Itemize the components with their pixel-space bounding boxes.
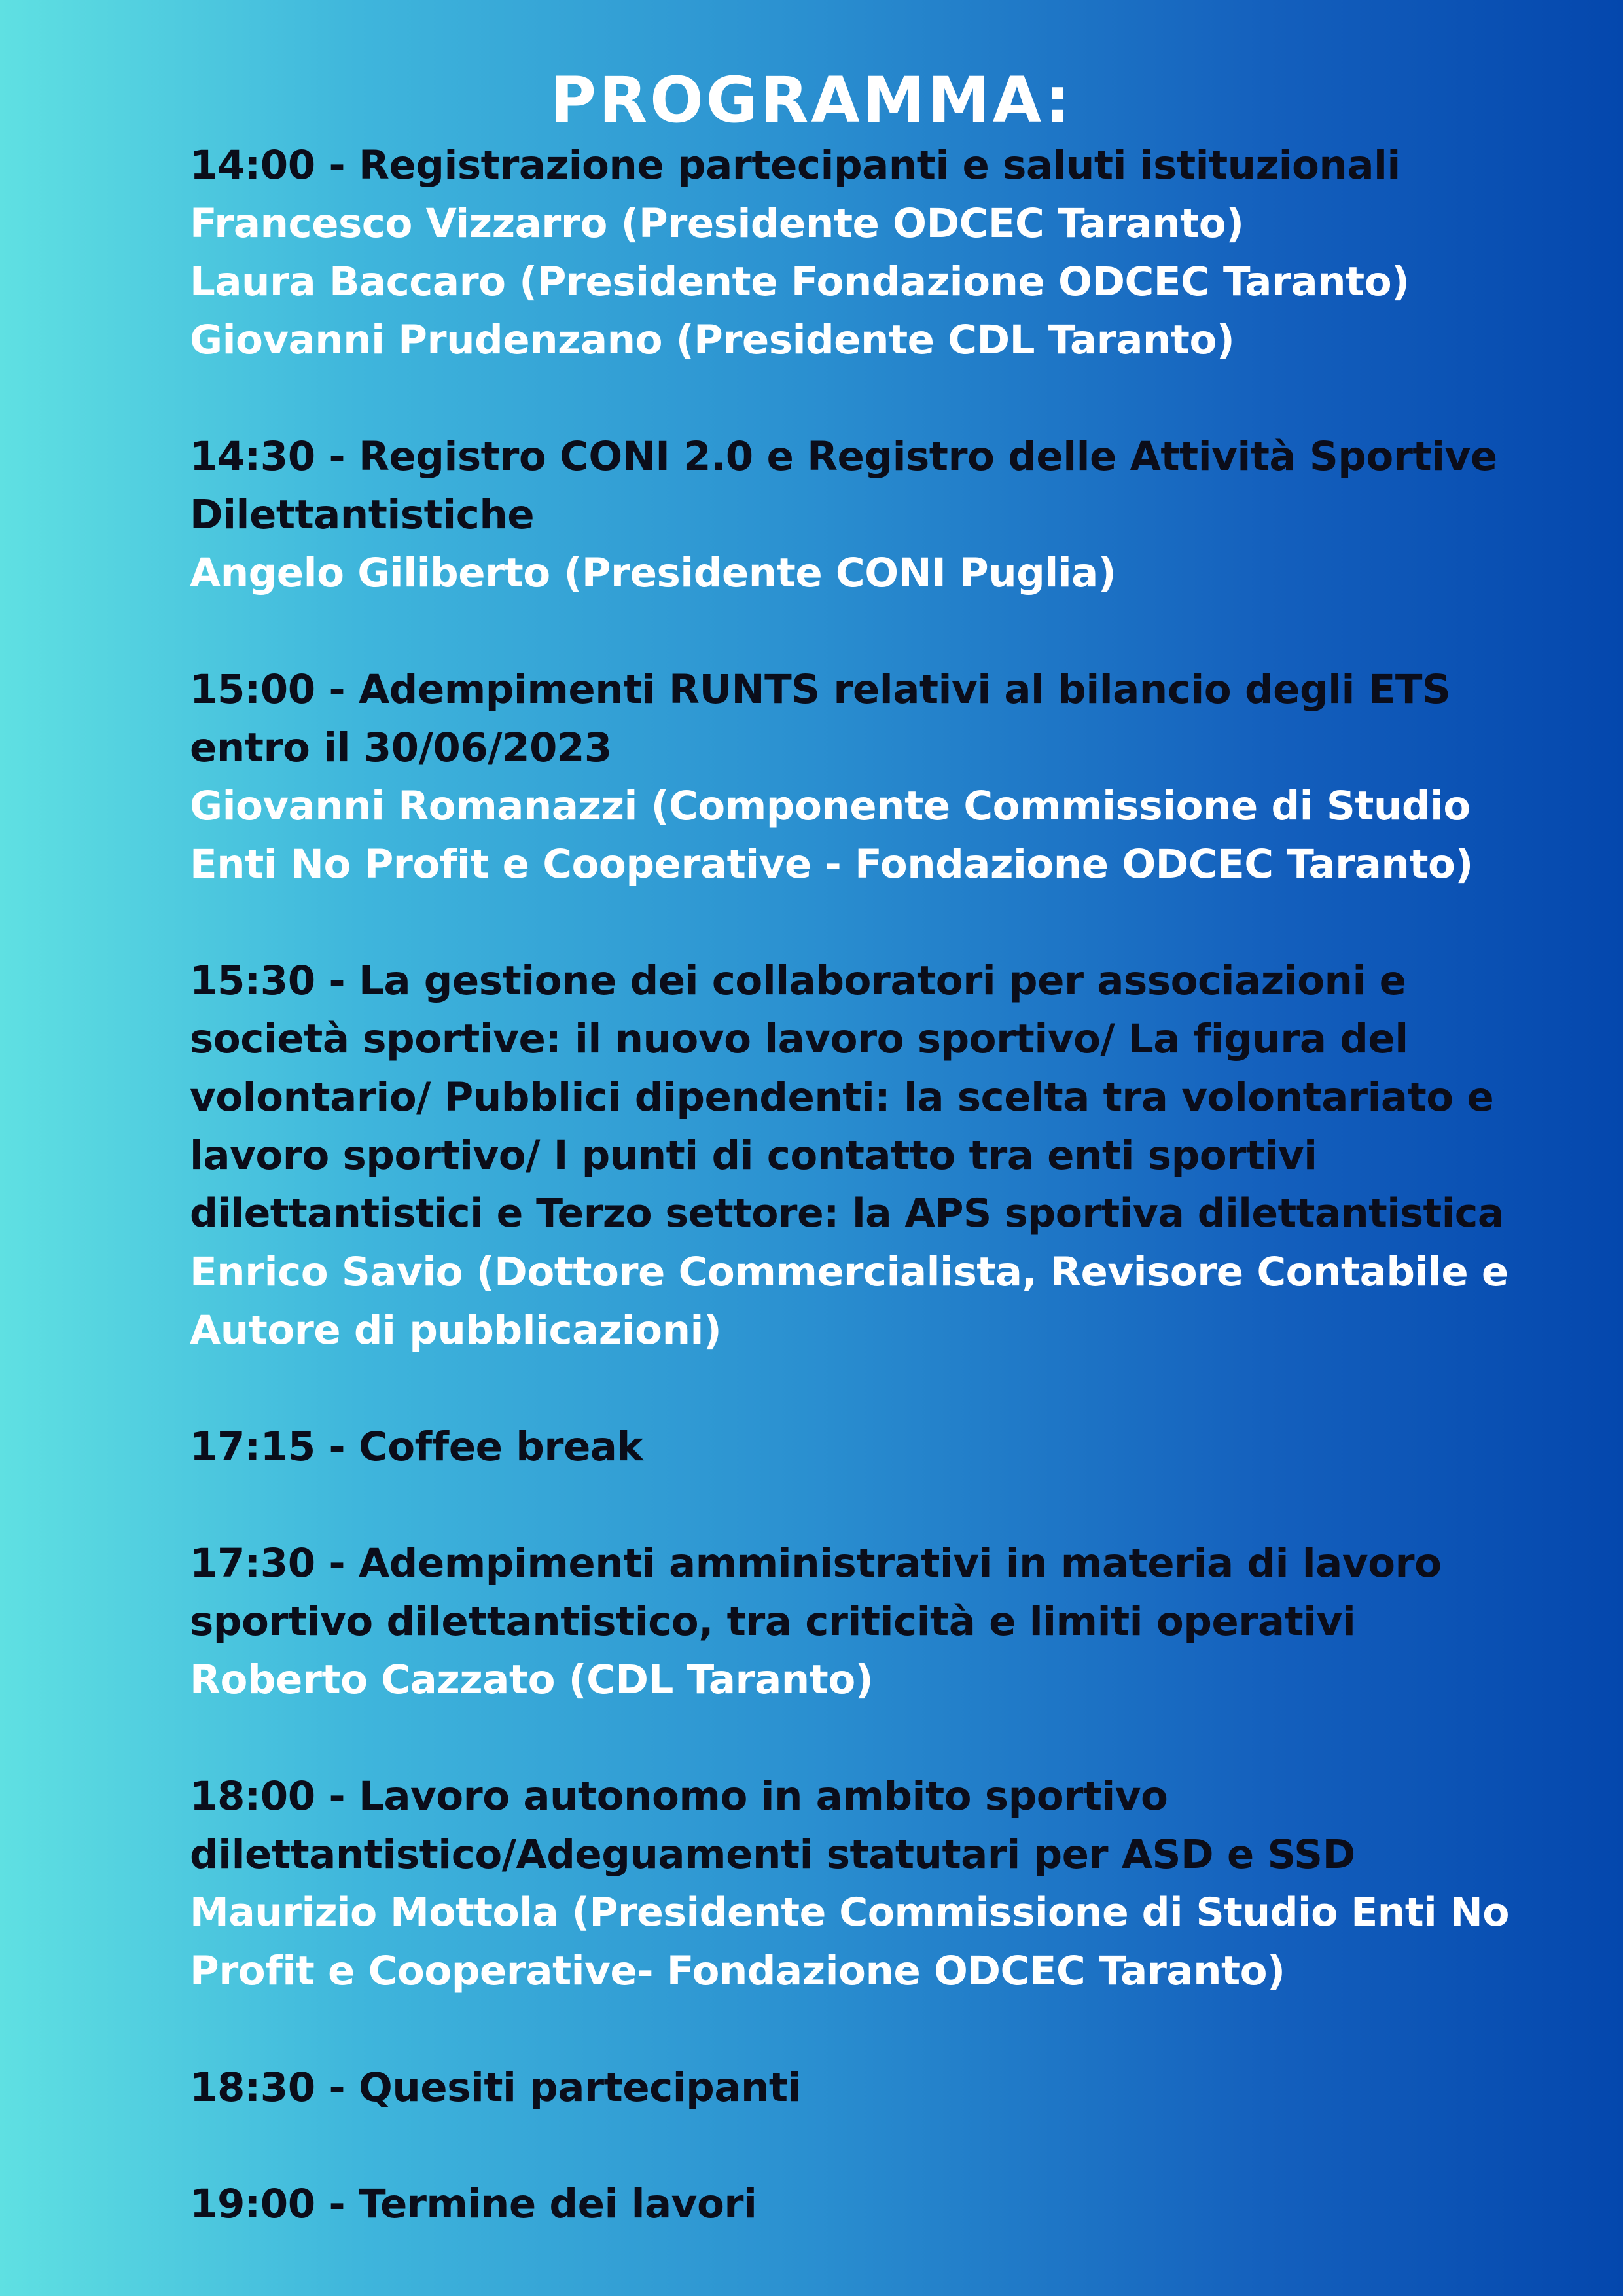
session-1830 (190, 2058, 1518, 2117)
program-list (190, 136, 1518, 2291)
page-title: PROGRAMMA: (550, 63, 1073, 137)
session-1430 (190, 427, 1518, 602)
session-1500 (190, 660, 1518, 893)
speaker-line: Giovanni Prudenzano (Presidente CDL Taranto) (190, 317, 1235, 363)
speaker-line: Giovanni Romanazzi (Componente Commissione di Studio (190, 783, 1471, 829)
session-1800 (190, 1767, 1518, 2000)
session-heading: volontario/ Pubblici dipendenti: la scelta tra volontariato e (190, 1074, 1494, 1121)
session-heading: 19:00 - Termine dei lavori (190, 2181, 757, 2227)
session-heading: 18:00 - Lavoro autonomo in ambito sportivo (190, 1773, 1168, 1820)
session-heading: 14:00 - Registrazione partecipanti e saluti istituzionali (190, 142, 1400, 188)
speaker-line: Enrico Savio (Dottore Commercialista, Revisore Contabile e (190, 1249, 1508, 1295)
session-heading: 15:00 - Adempimenti RUNTS relativi al bilancio degli ETS (190, 666, 1451, 713)
speaker-line: Autore di pubblicazioni) (190, 1307, 722, 1354)
speaker-line: Maurizio Mottola (Presidente Commissione di Studio Enti No (190, 1890, 1509, 1935)
speaker-line: Laura Baccaro (Presidente Fondazione ODCEC Taranto) (190, 259, 1410, 305)
speaker-line: Francesco Vizzarro (Presidente ODCEC Taranto) (190, 200, 1244, 247)
session-heading: 14:30 - Registro CONI 2.0 e Registro delle Attività Sportive (190, 433, 1497, 480)
session-heading: sportivo dilettantistico, tra criticità e limiti operativi (190, 1598, 1356, 1645)
speaker-line: Roberto Cazzato (CDL Taranto) (190, 1657, 874, 1703)
session-heading: entro il 30/06/2023 (190, 725, 612, 771)
session-1715 (190, 1418, 1518, 1476)
session-1730 (190, 1534, 1518, 1709)
session-heading: dilettantistico/Adeguamenti statutari per ASD e SSD (190, 1831, 1355, 1878)
session-heading: 15:30 - La gestione dei collaboratori per associazioni e (190, 958, 1406, 1004)
speaker-line: Profit e Cooperative- Fondazione ODCEC Taranto) (190, 1948, 1285, 1994)
session-heading: dilettantistici e Terzo settore: la APS sportiva dilettantistica (190, 1191, 1504, 1236)
session-1400 (190, 136, 1518, 369)
session-1900 (190, 2175, 1518, 2233)
session-heading: lavoro sportivo/ I punti di contatto tra enti sportivi (190, 1132, 1317, 1179)
session-heading: 17:30 - Adempimenti amministrativi in materia di lavoro (190, 1540, 1442, 1587)
speaker-line: Angelo Giliberto (Presidente CONI Puglia) (190, 550, 1116, 596)
session-heading: 17:15 - Coffee break (190, 1424, 643, 1470)
session-heading: 18:30 - Quesiti partecipanti (190, 2064, 801, 2111)
session-heading: società sportive: il nuovo lavoro sportivo/ La figura del (190, 1016, 1408, 1062)
session-heading: Dilettantistiche (190, 492, 535, 538)
speaker-line: Enti No Profit e Cooperative - Fondazione ODCEC Taranto) (190, 841, 1473, 888)
session-1530 (190, 952, 1518, 1359)
